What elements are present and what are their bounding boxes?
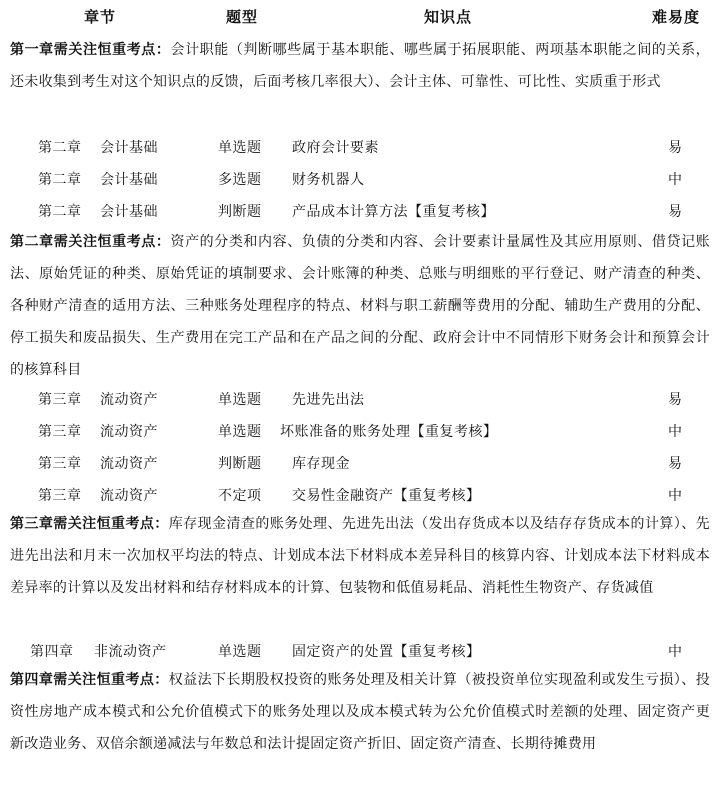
row-type: 判断题 xyxy=(218,456,262,472)
section-label: 第三章需关注恒重考点： xyxy=(10,516,169,532)
row-subject: 非流动资产 xyxy=(94,644,167,660)
row-chapter: 第二章 xyxy=(38,204,82,220)
table-row xyxy=(0,414,716,446)
section-text: 资产的分类和内容、负债的分类和内容、会计要素计量属性及其应用原则、借贷记账法、原始凭证的种类、原始凭证的填制要求、会计账簿的种类、总账与明细账的平行登记、财产清查的种类、各种财产清查的适用方法、三种账务处理程序的特点、材料与职工薪酬等费用的分配、辅助生产费用的分配、停工损失和废品损失、生产费用在完工产品和在产品之间的分配、政府会计中不同情形下财务会计和预算会计的核算科目 xyxy=(10,234,710,378)
row-subject: 会计基础 xyxy=(100,204,158,220)
table-row xyxy=(0,446,716,478)
row-type: 判断题 xyxy=(218,204,262,220)
header-chapter: 章节 xyxy=(84,8,117,26)
row-subject: 流动资产 xyxy=(100,424,158,440)
row-difficulty: 易 xyxy=(668,456,683,472)
section-4 xyxy=(10,664,710,760)
row-chapter: 第三章 xyxy=(38,392,82,408)
row-chapter: 第三章 xyxy=(38,424,82,440)
row-point: 固定资产的处置【重复考核】 xyxy=(292,644,481,660)
section-1 xyxy=(10,34,710,98)
row-subject: 流动资产 xyxy=(100,392,158,408)
row-chapter: 第三章 xyxy=(38,456,82,472)
section-label: 第四章需关注恒重考点： xyxy=(10,672,169,688)
table-row xyxy=(0,194,716,226)
section-label: 第二章需关注恒重考点： xyxy=(10,234,171,250)
row-subject: 会计基础 xyxy=(100,172,158,188)
row-difficulty: 中 xyxy=(668,488,683,504)
table-row xyxy=(0,130,716,162)
section-text: 库存现金清查的账务处理、先进先出法（发出存货成本以及结存存货成本的计算）、先进先出法和月末一次加权平均法的特点、计划成本法下材料成本差异科目的核算内容、计划成本法下材料成本差异率的计算以及发出材料和结存材料成本的计算、包装物和低值易耗品、消耗性生物资产、存货减值 xyxy=(10,516,710,596)
row-difficulty: 易 xyxy=(668,392,683,408)
header-difficulty: 难易度 xyxy=(652,8,701,26)
row-type: 单选题 xyxy=(218,140,262,156)
row-difficulty: 中 xyxy=(668,172,683,188)
row-type: 不定项 xyxy=(218,488,262,504)
row-point: 库存现金 xyxy=(292,456,350,472)
row-chapter: 第二章 xyxy=(38,172,82,188)
row-difficulty: 易 xyxy=(668,140,683,156)
row-point: 财务机器人 xyxy=(292,172,365,188)
table-row xyxy=(0,478,716,510)
row-point: 先进先出法 xyxy=(292,392,365,408)
row-difficulty: 中 xyxy=(668,644,683,660)
row-difficulty: 中 xyxy=(668,424,683,440)
row-chapter: 第三章 xyxy=(38,488,82,504)
row-difficulty: 易 xyxy=(668,204,683,220)
table-row xyxy=(0,382,716,414)
table-row xyxy=(0,634,716,666)
row-chapter: 第四章 xyxy=(30,644,74,660)
row-chapter: 第二章 xyxy=(38,140,82,156)
section-text: 会计职能（判断哪些属于基本职能、哪些属于拓展职能、两项基本职能之间的关系，还未收集到考生对这个知识点的反馈，后面考核几率很大）、会计主体、可靠性、可比性、实质重于形式 xyxy=(10,42,710,90)
section-2 xyxy=(10,226,710,386)
row-subject: 流动资产 xyxy=(100,488,158,504)
row-subject: 会计基础 xyxy=(100,140,158,156)
row-point: 政府会计要素 xyxy=(292,140,379,156)
section-3 xyxy=(10,508,710,604)
table-row xyxy=(0,162,716,194)
row-subject: 流动资产 xyxy=(100,456,158,472)
row-type: 多选题 xyxy=(218,172,262,188)
row-type: 单选题 xyxy=(218,424,262,440)
row-point: 坏账准备的账务处理【重复考核】 xyxy=(280,424,498,440)
row-point: 交易性金融资产【重复考核】 xyxy=(292,488,481,504)
header-type: 题型 xyxy=(226,8,259,26)
row-type: 单选题 xyxy=(218,644,262,660)
section-label: 第一章需关注恒重考点： xyxy=(10,42,171,58)
header-knowledge: 知识点 xyxy=(424,8,473,26)
row-point: 产品成本计算方法【重复考核】 xyxy=(292,204,495,220)
row-type: 单选题 xyxy=(218,392,262,408)
section-text: 权益法下长期股权投资的账务处理及相关计算（被投资单位实现盈利或发生亏损）、投资性房地产成本模式和公允价值模式下的账务处理以及成本模式转为公允价值模式时差额的处理、固定资产更新改造业务、双倍余额递减法与年数总和法计提固定资产折旧、固定资产清查、长期待摊费用 xyxy=(10,672,710,752)
